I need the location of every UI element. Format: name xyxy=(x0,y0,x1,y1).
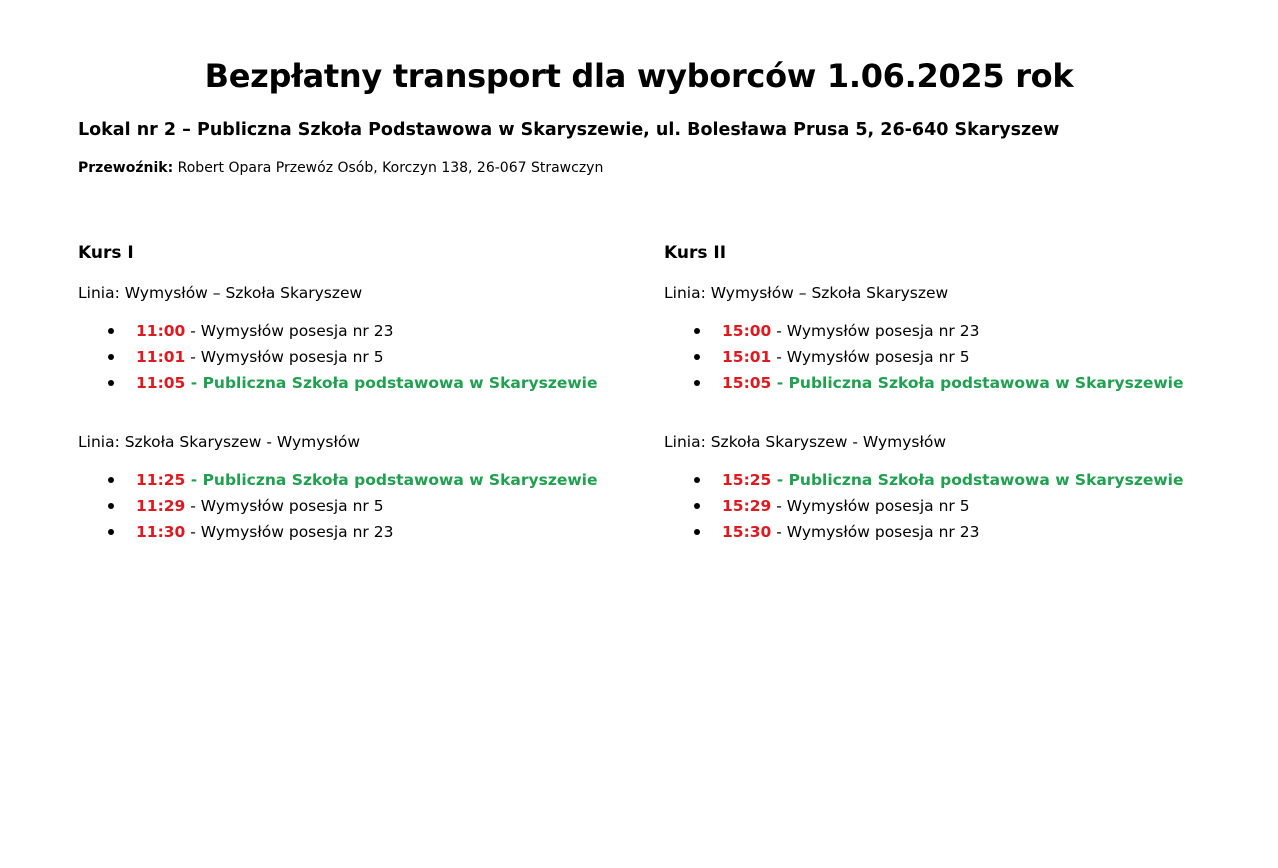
bullet-icon xyxy=(694,529,700,535)
stop-time: 15:29 xyxy=(722,497,772,515)
stop-item xyxy=(78,318,638,344)
stop-destination: - Wymysłów posesja nr 23 xyxy=(185,523,394,541)
stop-destination-school: - Publiczna Szkoła podstawowa w Skaryszewie xyxy=(185,374,598,392)
course-2-section xyxy=(664,240,1224,545)
bullet-icon xyxy=(108,477,114,483)
stop-destination: - Wymysłów posesja nr 5 xyxy=(185,497,384,515)
stop-destination: - Wymysłów posesja nr 23 xyxy=(771,322,980,340)
course-1-route-1-stops xyxy=(78,318,638,396)
page-title: Bezpłatny transport dla wyborców 1.06.2025 rok xyxy=(204,57,1074,95)
course-2-route-2-stops xyxy=(664,467,1224,545)
polling-station-heading: Lokal nr 2 – Publiczna Szkoła Podstawowa w Skaryszewie, ul. Bolesława Prusa 5, 26-640 Skaryszew xyxy=(78,120,1060,140)
stop-destination: - Wymysłów posesja nr 5 xyxy=(771,497,970,515)
stop-item xyxy=(78,344,638,370)
stop-destination: - Wymysłów posesja nr 23 xyxy=(771,523,980,541)
stop-time: 11:30 xyxy=(136,523,186,541)
course-2-title: Kurs II xyxy=(664,243,727,263)
stop-destination-school: - Publiczna Szkoła podstawowa w Skaryszewie xyxy=(185,471,598,489)
bullet-icon xyxy=(108,380,114,386)
carrier-value: Robert Opara Przewóz Osób, Korczyn 138, 26-067 Strawczyn xyxy=(173,160,604,176)
stop-destination: - Wymysłów posesja nr 5 xyxy=(771,348,970,366)
stop-time: 11:05 xyxy=(136,374,186,392)
stop-item xyxy=(78,467,638,493)
bullet-icon xyxy=(694,477,700,483)
course-2-route-1-label: Linia: Wymysłów – Szkoła Skaryszew xyxy=(664,284,949,302)
course-1-route-2-stops xyxy=(78,467,638,545)
bullet-icon xyxy=(694,328,700,334)
stop-time: 11:00 xyxy=(136,322,186,340)
course-1-route-2-label: Linia: Szkoła Skaryszew - Wymysłów xyxy=(78,433,361,451)
stop-time: 15:01 xyxy=(722,348,772,366)
bullet-icon xyxy=(694,380,700,386)
stop-time: 15:30 xyxy=(722,523,772,541)
stop-destination-school: - Publiczna Szkoła podstawowa w Skaryszewie xyxy=(771,471,1184,489)
carrier-label: Przewoźnik: xyxy=(78,160,174,176)
course-1-route-1-label: Linia: Wymysłów – Szkoła Skaryszew xyxy=(78,284,363,302)
stop-item xyxy=(664,467,1224,493)
stop-time: 15:05 xyxy=(722,374,772,392)
stop-item xyxy=(664,370,1224,396)
course-2-route-1-stops xyxy=(664,318,1224,396)
stop-item xyxy=(664,344,1224,370)
bullet-icon xyxy=(694,503,700,509)
stop-destination: - Wymysłów posesja nr 23 xyxy=(185,322,394,340)
course-1-title: Kurs I xyxy=(78,243,134,263)
course-2-route-2-label: Linia: Szkoła Skaryszew - Wymysłów xyxy=(664,433,947,451)
carrier-line xyxy=(78,160,603,176)
course-1-section xyxy=(78,240,638,545)
stop-time: 11:29 xyxy=(136,497,186,515)
bullet-icon xyxy=(108,529,114,535)
stop-item xyxy=(664,493,1224,519)
bullet-icon xyxy=(108,354,114,360)
stop-destination: - Wymysłów posesja nr 5 xyxy=(185,348,384,366)
stop-item xyxy=(664,318,1224,344)
stop-destination-school: - Publiczna Szkoła podstawowa w Skaryszewie xyxy=(771,374,1184,392)
stop-time: 15:00 xyxy=(722,322,772,340)
stop-item xyxy=(78,493,638,519)
stop-time: 11:01 xyxy=(136,348,186,366)
stop-time: 15:25 xyxy=(722,471,772,489)
bullet-icon xyxy=(108,503,114,509)
stop-item xyxy=(78,370,638,396)
stop-time: 11:25 xyxy=(136,471,186,489)
bullet-icon xyxy=(694,354,700,360)
stop-item xyxy=(78,519,638,545)
stop-item xyxy=(664,519,1224,545)
bullet-icon xyxy=(108,328,114,334)
